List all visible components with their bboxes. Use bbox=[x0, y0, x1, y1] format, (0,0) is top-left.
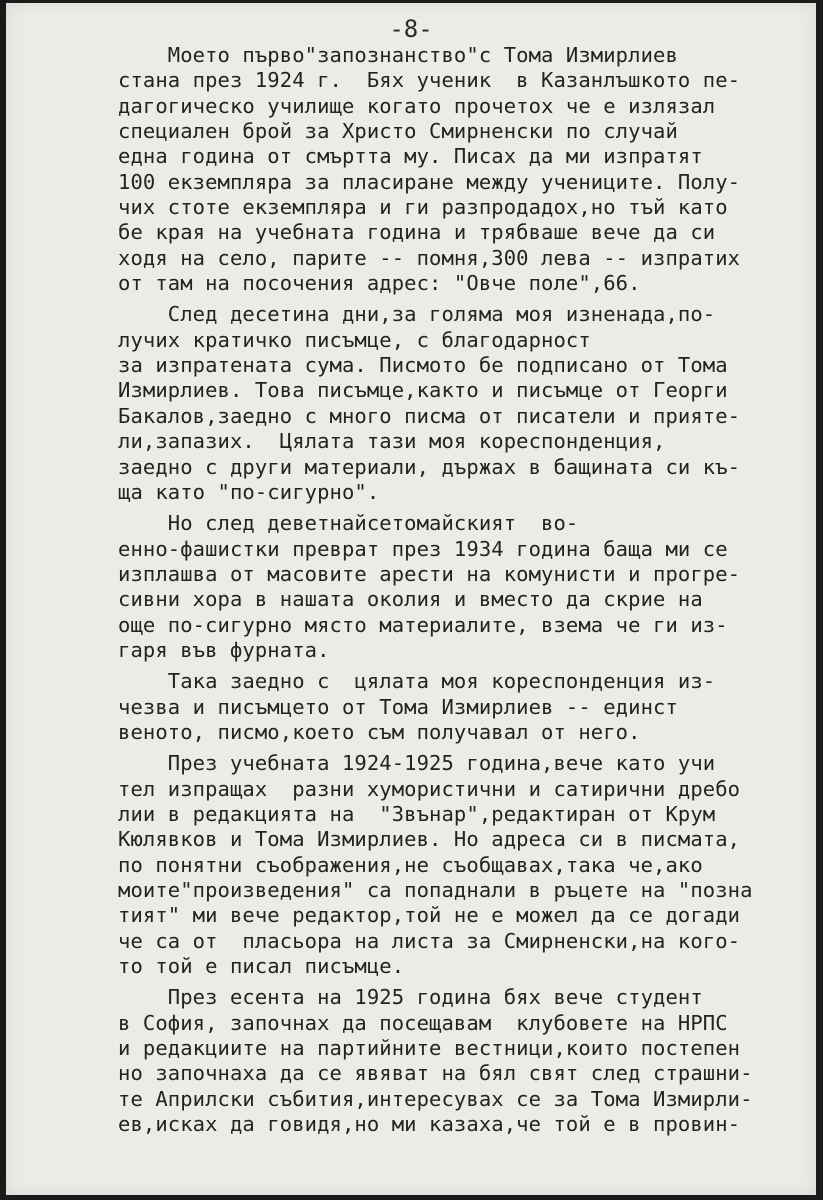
text-line: дагогическо училище когато прочетох че е излязал bbox=[118, 93, 716, 118]
text-line: по понятни съображения,не съобщавах,така че,ако bbox=[118, 852, 703, 877]
text-line: ща като "по-сигурно". bbox=[118, 479, 380, 504]
text-line: ли,запазих. Цялата тази моя кореспонденция, bbox=[118, 429, 666, 454]
text-line: лии в редакцията на "Звънар",редактиран от Крум bbox=[118, 801, 716, 826]
text-line: Но след деветнайсетомайският во- bbox=[118, 511, 579, 536]
text-line: ходя на село, парите -- помня,300 лева -- изпратих bbox=[118, 245, 741, 270]
text-line: стана през 1924 г. Бях ученик в Казанлъшкото пе- bbox=[118, 68, 741, 93]
text-line: Моето първо"запознанство"с Тома Измирлиев bbox=[118, 43, 678, 67]
text-line: След десетина дни,за голяма моя изненада,по- bbox=[118, 302, 716, 327]
text-line: През есента на 1925 година бях вече студент bbox=[118, 985, 703, 1010]
text-line: в София, започнах да посещавам клубовете на НРПС bbox=[118, 1010, 728, 1035]
text-line: бе края на учебната година и трябваше вече да си bbox=[118, 220, 716, 245]
text-line: веното, писмо,което съм получавал от него. bbox=[118, 719, 641, 744]
text-line: то той е писал писъмце. bbox=[118, 954, 405, 979]
text-line: но започнаха да се явяват на бял свят след страшни- bbox=[118, 1061, 753, 1086]
text-line: ев,исках да говидя,но ми казаха,че той е в провин- bbox=[118, 1112, 741, 1137]
text-line: енно-фашистки преврат през 1934 година баща ми се bbox=[118, 536, 728, 561]
page-number: -8- bbox=[389, 15, 433, 43]
text-line: те Априлски събития,интересувах се за Тома Измирли- bbox=[118, 1086, 753, 1111]
text-line: Така заедно с цялата моя кореспонденция из- bbox=[118, 669, 716, 694]
text-line: от там на посочения адрес: "Овче поле",66. bbox=[118, 271, 641, 296]
text-line: специален брой за Христо Смирненски по случай bbox=[118, 119, 678, 144]
text-line: и редакциите на партийните вестници,които постепен bbox=[118, 1036, 741, 1061]
document-page bbox=[6, 3, 816, 1195]
text-line: тият" ми вече редактор,той не е можел да се догади bbox=[118, 903, 741, 928]
text-line: Бакалов,заедно с много писма от писатели и прияте- bbox=[118, 403, 741, 428]
text-line: Кюлявков и Тома Измирлиев. Но адреса си в писмата, bbox=[118, 827, 741, 852]
text-line: лучих кратичко писъмце, с благодарност bbox=[118, 327, 591, 352]
text-line: изплашва от масовите арести на комунисти и прогре- bbox=[118, 561, 741, 586]
text-line: заедно с други материали, държах в бащината си къ- bbox=[118, 454, 741, 479]
text-line: Измирлиев. Това писъмце,както и писъмце от Георги bbox=[118, 378, 728, 403]
text-line: 100 екземпляра за пласиране между учениците. Полу- bbox=[118, 169, 741, 194]
text-line: още по-сигурно място материалите, взема че ги из- bbox=[118, 612, 728, 637]
text-line: гаря във фурната. bbox=[118, 637, 330, 662]
text-line: тел изпращах разни хумористични и сатирични дребо bbox=[118, 776, 741, 801]
text-line: че са от пласьора на листа за Смирненски,на кого- bbox=[118, 928, 741, 953]
text-line: През учебната 1924-1925 година,вече като учи bbox=[118, 751, 716, 776]
text-line: чезва и писъмцето от Тома Измирлиев -- единст bbox=[118, 694, 678, 719]
text-line: една година от смъртта му. Писах да ми изпратят bbox=[118, 144, 703, 169]
text-line: чих стоте екземпляра и ги разпродадох,но тъй като bbox=[118, 195, 728, 220]
text-line: за изпратената сума. Писмото бе подписано от Тома bbox=[118, 353, 728, 378]
typewritten-text bbox=[118, 43, 816, 1137]
text-line: сивни хора в нашата околия и вместо да скрие на bbox=[118, 587, 703, 612]
text-line: моите"произведения" са попаднали в ръцете на "позна bbox=[118, 878, 753, 902]
